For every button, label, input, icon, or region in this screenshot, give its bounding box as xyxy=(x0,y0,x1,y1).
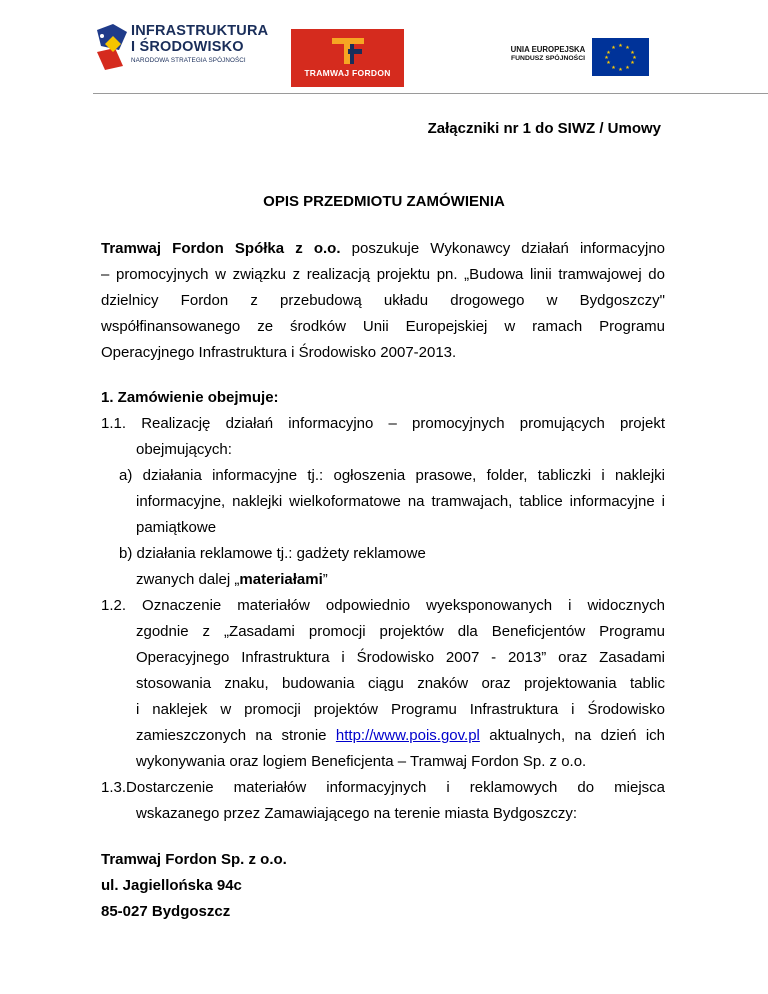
zwanych-suffix: ” xyxy=(322,571,328,588)
zwanych-bold: materiałami xyxy=(239,571,323,588)
item-1-3-line-2: wskazanego przez Zamawiającego na terenie miasta Bydgoszczy: xyxy=(136,805,578,822)
item-1-2-line-6-suffix: aktualnych, na dzień ich xyxy=(489,727,666,744)
tramwaj-logo-text: TRAMWAJ FORDON xyxy=(304,68,391,78)
logo-line-3: NARODOWA STRATEGIA SPÓJNOŚCI xyxy=(131,57,246,64)
svg-text:★: ★ xyxy=(604,55,609,61)
svg-text:★: ★ xyxy=(632,55,637,61)
intro-line-1 xyxy=(101,240,665,258)
logo-line-2: I ŚRODOWISKO xyxy=(131,38,244,55)
infrastruktura-logo xyxy=(93,22,269,74)
address-line-1: Tramwaj Fordon Sp. z o.o. xyxy=(101,851,287,868)
company-name: Tramwaj Fordon Spółka z o.o. xyxy=(101,240,341,257)
svg-text:★: ★ xyxy=(630,50,635,56)
item-1-2-line-3: Operacyjnego Infrastruktura i Środowisko 2007 - 2013” oraz Zasadami xyxy=(136,649,665,666)
svg-text:★: ★ xyxy=(606,60,611,66)
logo-line-1: INFRASTRUKTURA xyxy=(131,23,269,39)
svg-text:★: ★ xyxy=(611,65,616,71)
item-1-2-line-2: zgodnie z „Zasadami promocji projektów dla Beneficjentów Programu xyxy=(136,623,665,640)
intro-line-2: – promocyjnych w związku z realizacją projektu pn. „Budowa linii tramwajowej do xyxy=(101,266,665,283)
svg-text:★: ★ xyxy=(630,60,635,66)
item-1-2-line-6-prefix: zamieszczonych na stronie xyxy=(136,727,327,744)
svg-text:★: ★ xyxy=(611,45,616,51)
eu-logo-line-1: UNIA EUROPEJSKA xyxy=(510,45,586,54)
eu-logo-line-2: FUNDUSZ SPÓJNOŚCI xyxy=(510,54,586,62)
section-1-heading: 1. Zamówienie obejmuje: xyxy=(101,389,279,406)
pois-link[interactable]: http://www.pois.gov.pl xyxy=(335,727,480,744)
svg-text:★: ★ xyxy=(618,67,623,73)
intro-line-3: dzielnicy Fordon z przebudową układu drogowego w Bydgoszczy" xyxy=(101,292,665,309)
intro-line-5: Operacyjnego Infrastruktura i Środowisko 2007-2013. xyxy=(101,344,457,361)
item-a-line-3: pamiątkowe xyxy=(136,519,217,536)
tramwaj-fordon-logo xyxy=(291,29,404,87)
intro-line-4: współfinansowanego ze środków Unii Europejskiej w ramach Programu xyxy=(101,318,665,335)
document-title: OPIS PRZEDMIOTU ZAMÓWIENIA xyxy=(263,193,505,210)
svg-text:★: ★ xyxy=(625,65,630,71)
infrastruktura-emblem-icon xyxy=(93,22,129,72)
address-line-3: 85-027 Bydgoszcz xyxy=(101,903,231,920)
svg-text:★: ★ xyxy=(606,50,611,56)
svg-text:★: ★ xyxy=(618,43,623,49)
item-1-2-line-7: wykonywania oraz logiem Beneficjenta – Tramwaj Fordon Sp. z o.o. xyxy=(136,753,587,770)
zwanych-prefix: zwanych dalej „ xyxy=(136,571,240,588)
header-divider xyxy=(93,93,768,94)
item-b-line-1: b) działania reklamowe tj.: gadżety reklamowe xyxy=(119,545,426,562)
address-line-2: ul. Jagiellońska 94c xyxy=(101,877,242,894)
item-1-3-line-1: 1.3.Dostarczenie materiałów informacyjnych i reklamowych do miejsca xyxy=(101,779,665,796)
item-1-1-line-1: 1.1. Realizację działań informacyjno – promocyjnych promujących projekt xyxy=(101,415,665,432)
item-1-2-line-6 xyxy=(136,727,665,745)
eu-flag-icon xyxy=(592,38,649,76)
item-1-2-line-1: 1.2. Oznaczenie materiałów odpowiednio wyeksponowanych i widocznych xyxy=(101,597,665,614)
zwanych-line xyxy=(136,571,328,589)
intro-line-1-rest: poszukuje Wykonawcy działań informacyjno xyxy=(351,240,665,257)
item-1-2-line-4: stosowania znaku, budowania ciągu znaków oraz projektowania tablic xyxy=(136,675,665,692)
item-1-1-line-2: obejmujących: xyxy=(136,441,232,458)
item-a-line-2: informacyjne, naklejki wielkoformatowe na tramwajach, tablice informacyjne i xyxy=(136,493,665,510)
attachment-label: Załączniki nr 1 do SIWZ / Umowy xyxy=(427,120,661,137)
item-a-line-1: a) działania informacyjne tj.: ogłoszenia prasowe, folder, tabliczki i naklejki xyxy=(119,467,665,484)
svg-text:★: ★ xyxy=(625,45,630,51)
eu-logo xyxy=(490,34,660,80)
item-1-2-line-5: i naklejek w promocji projektów Programu Infrastruktura i Środowisko xyxy=(136,701,665,718)
tramwaj-tf-emblem-icon xyxy=(328,36,368,68)
